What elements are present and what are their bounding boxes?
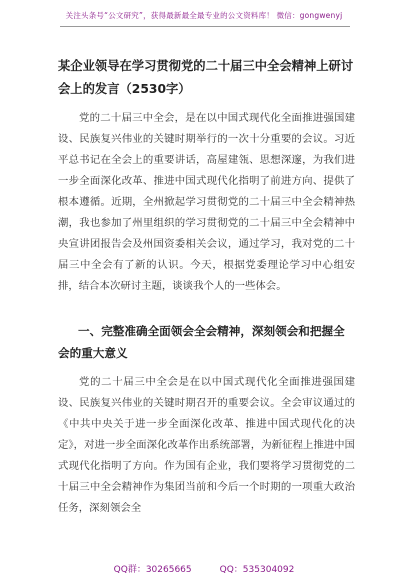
footer-contact (0, 562, 408, 575)
section-heading-1: 一、完整准确全面领会全会精神，深刻领会和把握全会的重大意义 (58, 324, 345, 360)
header-divider (60, 26, 350, 27)
body-paragraph-1: 党的二十届三中全会，是在以中国式现代化全面推进强国建设、民族复兴伟业的关键时期举行的一次十分重要的会议。习近平总书记在全会上的重要讲话，高屋建瓴、思想深邃，为我们进一步全面深化改革、推进中国式现代化指明了前进方向、提供了根本遵循。近期，全州掀起学习贯彻党的二十届三中全会精神热潮，我也参加了州里组织的学习贯彻党的二十届三中全会精神中央宣讲团报告会及州国资委相关会议，通过学习，我对党的二十届三中全会有了新的认识。今天，根据党委理论学习中心组安排，结合本次研讨主题，谈谈我个人的一些体会。 (58, 112, 355, 292)
footer-qq-group: QQ群：30265665 (113, 565, 192, 575)
header-banner: 关注头条号“公文研究”，获得最新最全最专业的公文资料库！ 微信：gongwenyj (65, 11, 343, 20)
footer-qq: QQ：535304092 (219, 565, 295, 575)
body-paragraph-2: 党的二十届三中全会是在以中国式现代化全面推进强国建设、民族复兴伟业的关键时期召开的重要会议。全会审议通过的《中共中央关于进一步全面深化改革、推进中国式现代化的决定》，对进一步全面深化改革作出系统部署，为新征程上推进中国式现代化指明了方向。作为国有企业，我们要将学习贯彻党的二十届三中全会精神作为集团当前和今后一个时期的一项重大政治任务，深刻领会全 (58, 376, 355, 514)
document-title: 某企业领导在学习贯彻党的二十届三中全会精神上研讨会上的发言（2530字） (58, 59, 354, 96)
